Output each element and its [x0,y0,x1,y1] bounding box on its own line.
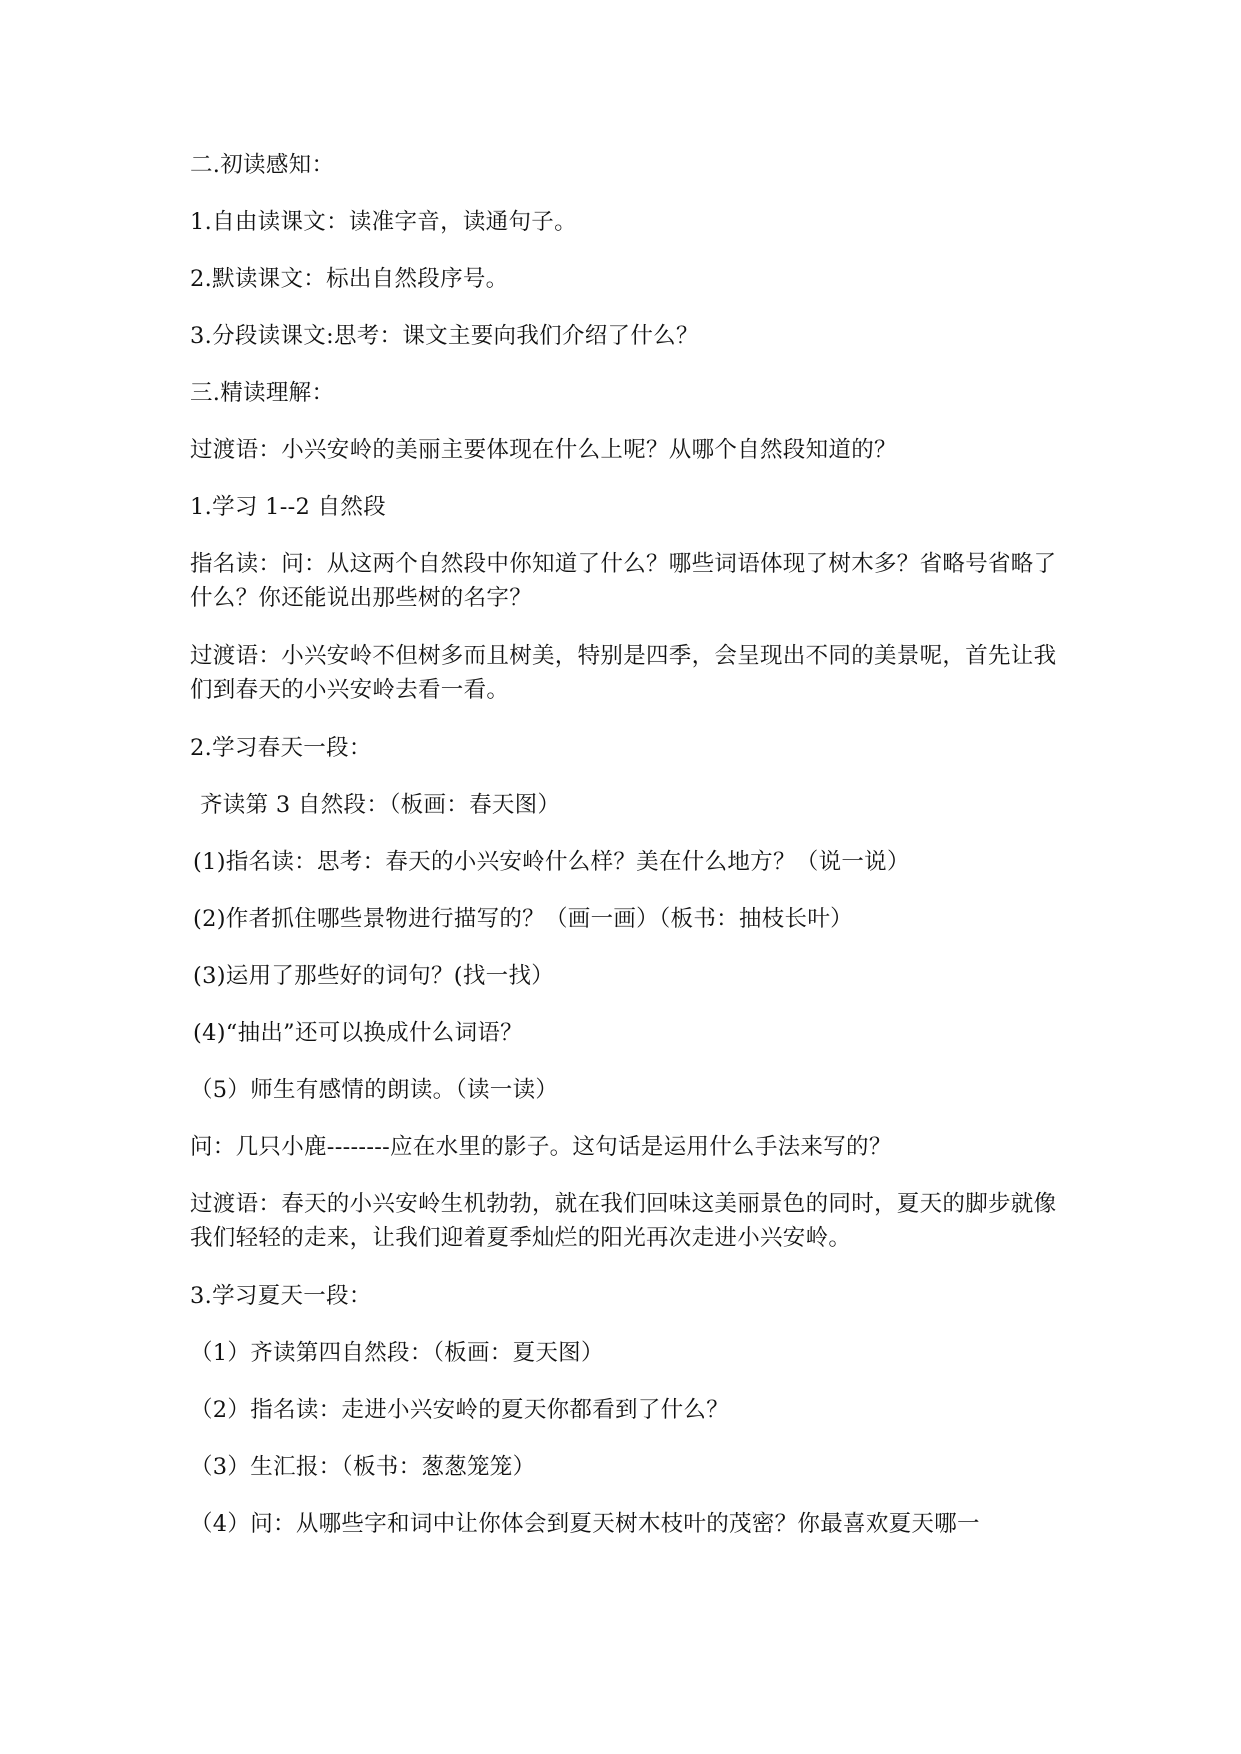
body-paragraph: 问：几只小鹿--------应在水里的影子。这句话是运用什么手法来写的？ [190,1134,892,1160]
transition-paragraph: 过渡语：春天的小兴安岭生机勃勃，就在我们回味这美丽景色的同时，夏天的脚步就像我们轻轻的走来，让我们迎着夏季灿烂的阳光再次走进小兴安岭。 [190,1191,1057,1251]
list-item: (1)指名读：思考：春天的小兴安岭什么样？美在什么地方？（说一说） [193,849,910,875]
list-item: 3.分段读课文:思考：课文主要向我们介绍了什么？ [190,323,699,349]
list-item: （1）齐读第四自然段：（板画：夏天图） [190,1340,604,1366]
list-item: （3）生汇报：（板书：葱葱笼笼） [190,1454,536,1480]
transition-paragraph: 过渡语：小兴安岭的美丽主要体现在什么上呢？从哪个自然段知道的？ [190,437,897,463]
list-item: （2）指名读：走进小兴安岭的夏天你都看到了什么？ [190,1397,730,1423]
list-item: 1.自由读课文：读准字音，读通句子。 [190,209,577,235]
list-item: （5）师生有感情的朗读。（读一读） [190,1077,559,1103]
body-paragraph: 指名读：问：从这两个自然段中你知道了什么？哪些词语体现了树木多？省略号省略了什么？你还能说出那些树的名字？ [190,551,1057,611]
list-item: (3)运用了那些好的词句？(找一找） [193,963,555,989]
list-item: 1.学习 1--2 自然段 [190,494,387,520]
document-body [190,148,1070,1541]
list-item: (2)作者抓住哪些景物进行描写的？（画一画）（板书：抽枝长叶） [193,906,853,932]
body-paragraph: 齐读第 3 自然段：（板画：春天图） [200,792,561,818]
section-heading-intensive-reading: 三.精读理解： [190,380,335,406]
list-item: （4）问：从哪些字和词中让你体会到夏天树木枝叶的茂密？你最喜欢夏天哪一 [190,1511,980,1537]
list-item: 2.默读课文：标出自然段序号。 [190,266,509,292]
section-heading-reading: 二.初读感知： [190,152,335,178]
list-item: (4)“抽出”还可以换成什么词语？ [193,1020,523,1046]
transition-paragraph: 过渡语：小兴安岭不但树多而且树美，特别是四季，会呈现出不同的美景呢，首先让我们到春天的小兴安岭去看一看。 [190,643,1057,703]
list-item: 2.学习春天一段： [190,735,372,761]
list-item: 3.学习夏天一段： [190,1283,372,1309]
